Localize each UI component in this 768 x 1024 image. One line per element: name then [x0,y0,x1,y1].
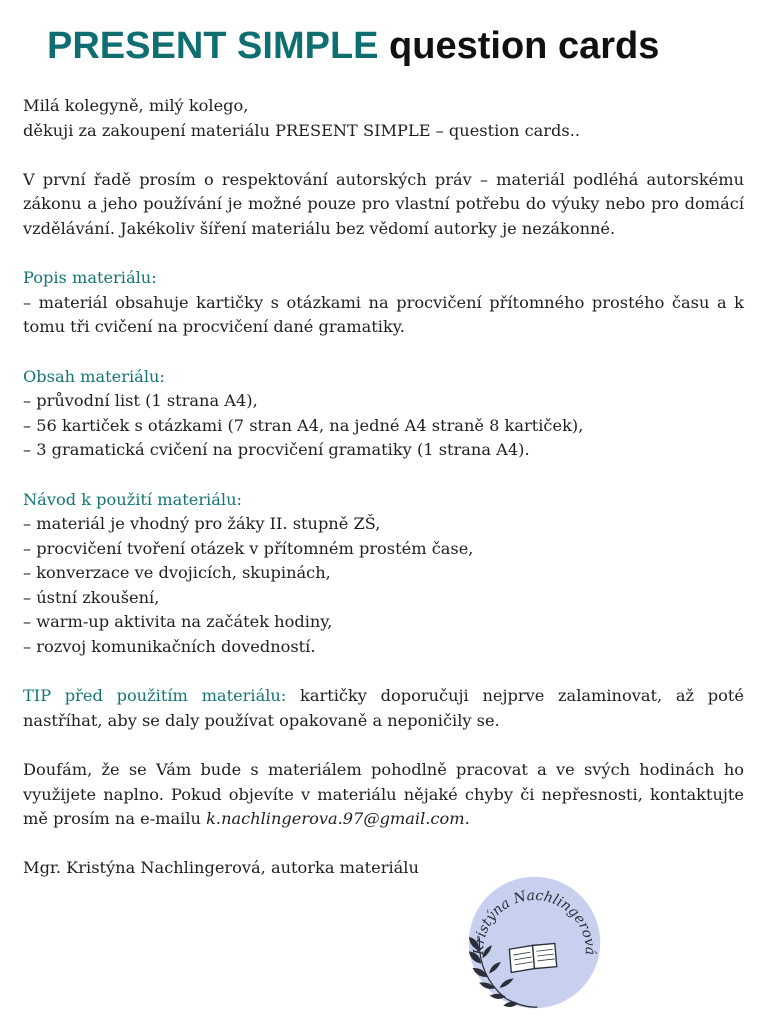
closing-end: . [464,809,470,829]
signature-line: Mgr. Kristýna Nachlingerová, autorka materiálu [23,858,419,878]
description-text: – materiál obsahuje kartičky s otázkami na procvičení přítomného prostého času a k tomu tři cvičení na procvičení dané gramatiky. [23,292,744,337]
greeting-line: Milá kolegyně, milý kolego, [23,96,249,115]
list-item: – konverzace ve dvojicích, skupinách, [23,563,331,583]
title-rest: question cards [378,25,660,67]
tip-paragraph [23,684,744,733]
tip-label: TIP před použitím materiálu: [23,686,287,706]
contents-heading: Obsah materiálu: [23,366,165,386]
list-item: – průvodní list (1 strana A4), [23,391,258,411]
list-item: – materiál je vhodný pro žáky II. stupně ZŠ, [23,514,381,534]
copyright-paragraph: V první řadě prosím o respektování autorských práv – materiál podléhá autorskému zákonu a jeho používání je možné pouze pro vlastní potřebu do výuky nebo pro domácí vzdělávání. Jakékoliv šíření materiálu bez vědomí autorky je nezákonné. [23,169,744,238]
list-item: – rozvoj komunikačních dovedností. [23,637,316,657]
closing-paragraph [23,758,744,832]
email-address: k.nachlingerova.97@gmail.com [206,809,465,829]
thanks-line: děkuji za zakoupení materiálu PRESENT SIMPLE – question cards.. [23,120,580,140]
list-item: – 3 gramatická cvičení na procvičení gramatiky (1 strana A4). [23,440,530,460]
list-item: – 56 kartiček s otázkami (7 stran A4, na jedné A4 straně 8 kartiček), [23,415,584,435]
list-item: – procvičení tvoření otázek v přítomném prostém čase, [23,538,474,558]
stamp-text: Kristýna Nachlingerová [471,887,598,956]
tip-text: kartičky doporučuji nejprve zalaminovat, až poté nastříhat, aby se daly používat opakovaně a neponičily se. [23,686,744,730]
page-title [47,22,659,70]
description-heading: Popis materiálu: [23,268,157,288]
document-body [23,94,744,881]
title-accent: PRESENT SIMPLE [47,25,379,67]
closing-text: Doufám, že se Vám bude s materiálem pohodlně pracovat a ve svých hodinách ho využijete naplno. Pokud objevíte v materiálu nějaké chyby či nepřesnosti, kontaktujte mě prosím na e-mailu [23,760,744,829]
author-stamp-logo [462,870,607,1015]
list-item: – ústní zkoušení, [23,587,160,607]
usage-heading: Návod k použití materiálu: [23,489,242,509]
list-item: – warm-up aktivita na začátek hodiny, [23,612,333,632]
